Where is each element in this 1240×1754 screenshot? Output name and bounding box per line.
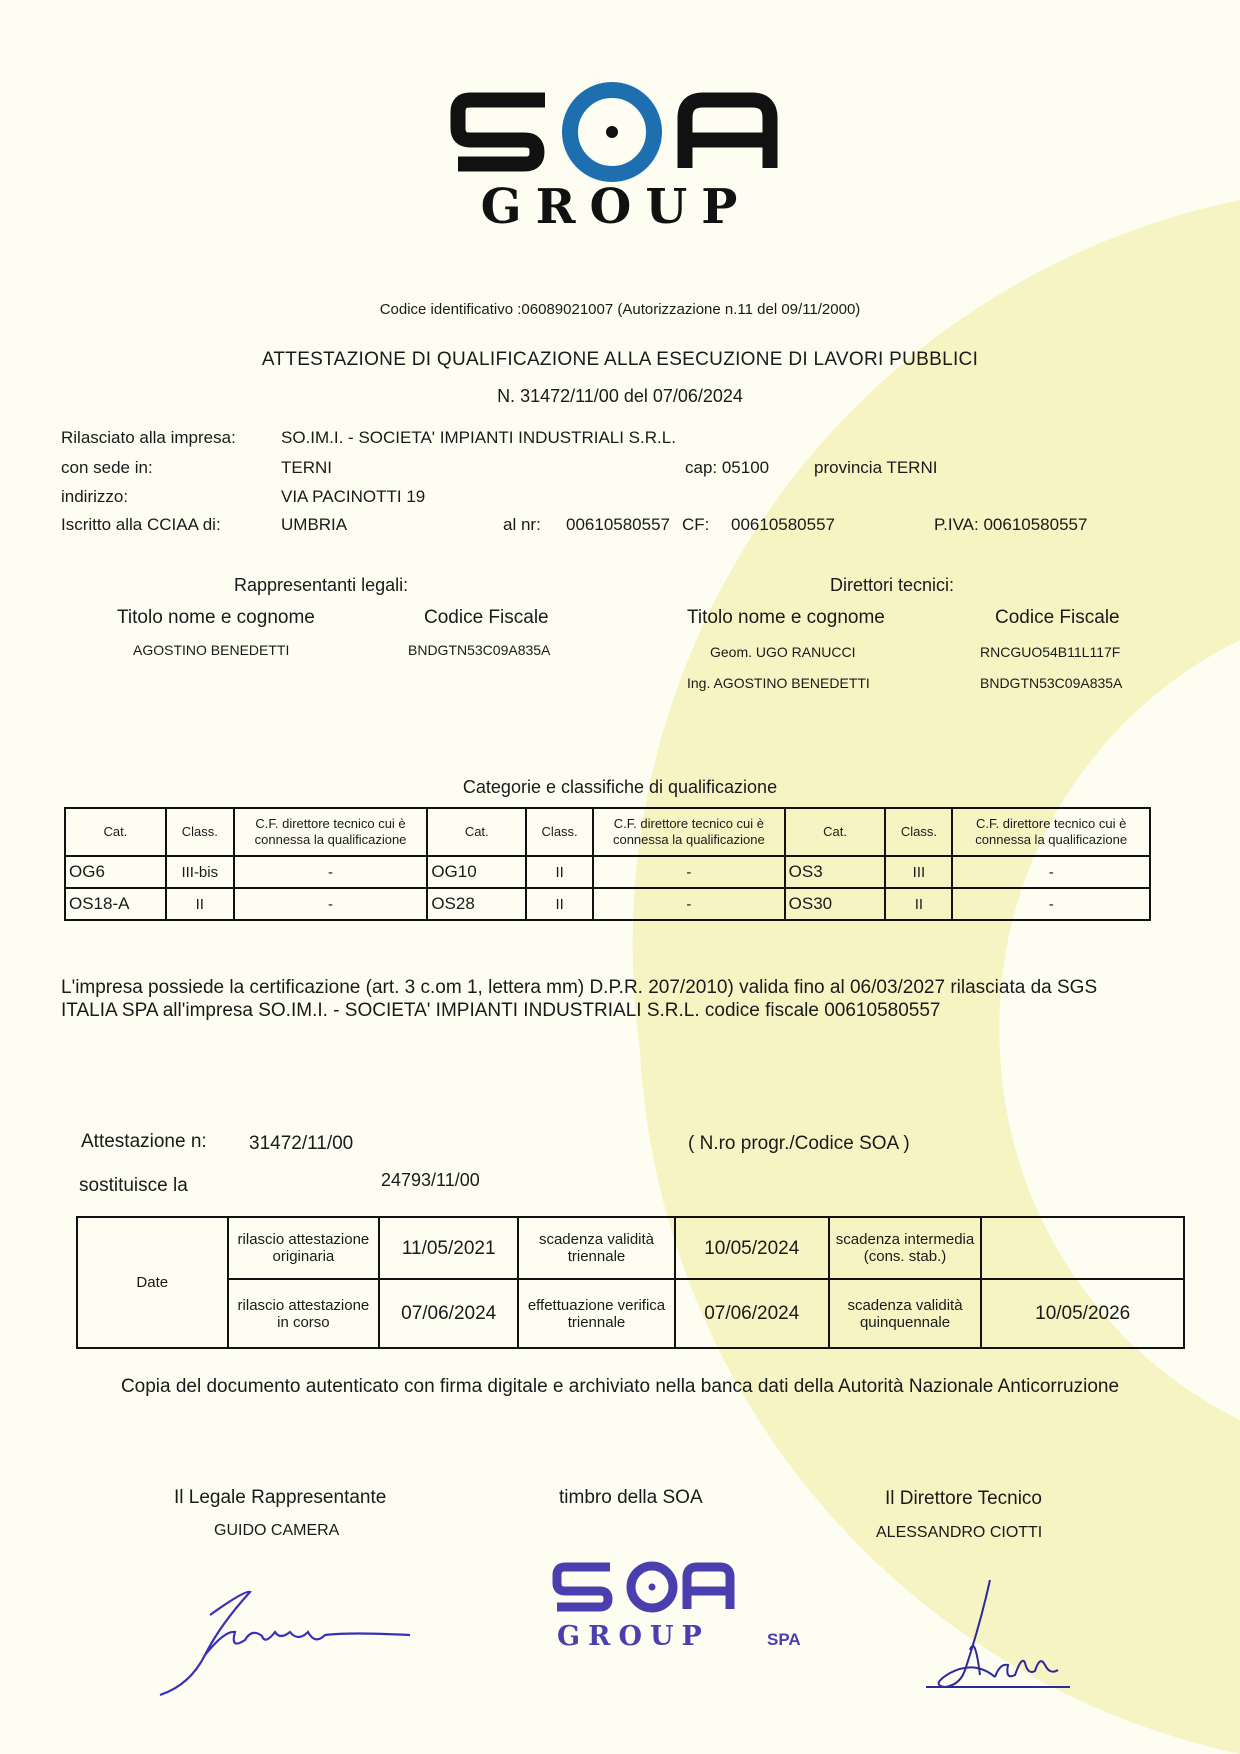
header-class: Class.	[166, 808, 234, 856]
header-cat: Cat.	[65, 808, 166, 856]
legal-reps-heading: Rappresentanti legali:	[234, 575, 409, 595]
legal-rep-title: Il Legale Rappresentante	[174, 1487, 387, 1508]
cat-cell: OS30	[785, 888, 886, 920]
class-cell: II	[166, 888, 234, 920]
alnr-label: al nr:	[503, 515, 541, 534]
sede-value: TERNI	[281, 458, 332, 477]
cat-cell: OS28	[427, 888, 526, 920]
legal-col-cf: Codice Fiscale	[424, 607, 549, 628]
provincia: provincia TERNI	[814, 458, 938, 477]
scadenza-intermedia-label: scadenza intermedia (cons. stab.)	[829, 1217, 982, 1279]
categories-table	[64, 807, 1151, 921]
header-class: Class.	[526, 808, 593, 856]
indirizzo-label: indirizzo:	[61, 487, 129, 506]
tech-directors-heading: Direttori tecnici:	[830, 575, 955, 595]
tech-col-cf: Codice Fiscale	[995, 607, 1120, 628]
table-row	[65, 888, 1150, 920]
cf-cell: -	[593, 856, 785, 888]
header-cf: C.F. direttore tecnico cui è connessa la qualificazione	[234, 808, 428, 856]
tech-col-name: Titolo nome e cognome	[687, 607, 885, 628]
attestazione-value: 31472/11/00	[249, 1133, 354, 1154]
indirizzo-value: VIA PACINOTTI 19	[281, 487, 426, 506]
dates-table	[76, 1216, 1185, 1349]
document-title: ATTESTAZIONE DI QUALIFICAZIONE ALLA ESECUZIONE DI LAVORI PUBBLICI	[261, 349, 979, 370]
legal-rep-name: AGOSTINO BENEDETTI	[133, 642, 290, 658]
stamp-spa-text: SPA	[767, 1630, 801, 1649]
alnr-value: 00610580557	[566, 515, 671, 534]
cat-cell: OS18-A	[65, 888, 166, 920]
ccia-label: Iscritto alla CCIAA di:	[61, 515, 221, 534]
ccia-value: UMBRIA	[281, 515, 348, 534]
sostituisce-label: sostituisce la	[79, 1175, 188, 1196]
cf-cell: -	[234, 888, 428, 920]
cat-cell: OS3	[785, 856, 886, 888]
legal-col-name: Titolo nome e cognome	[117, 607, 315, 628]
table-row	[77, 1217, 1184, 1279]
attestazione-label: Attestazione n:	[81, 1131, 207, 1152]
piva: P.IVA: 00610580557	[934, 515, 1088, 534]
logo-group-text: GROUP	[480, 179, 752, 235]
table-row	[65, 856, 1150, 888]
certification-text-line-2: ITALIA SPA all'impresa SO.IM.I. - SOCIETA' IMPIANTI INDUSTRIALI S.R.L. codice fiscale 00610580557	[61, 1000, 941, 1021]
legal-rep-signer-name: GUIDO CAMERA	[214, 1522, 340, 1539]
tech-director-name: Ing. AGOSTINO BENEDETTI	[687, 675, 870, 691]
tech-director-signer-name: ALESSANDRO CIOTTI	[876, 1524, 1043, 1541]
scadenza-triennale-value: 10/05/2024	[675, 1217, 829, 1279]
dates-label: Date	[77, 1217, 228, 1348]
class-cell: III	[885, 856, 952, 888]
rilascio-corso-value: 07/06/2024	[379, 1279, 518, 1348]
cf-cell: -	[952, 856, 1150, 888]
sede-label: con sede in:	[61, 458, 153, 477]
rilasciato-label: Rilasciato alla impresa:	[61, 428, 236, 447]
cf-cell: -	[952, 888, 1150, 920]
codice-identificativo: Codice identificativo :06089021007 (Autorizzazione n.11 del 09/11/2000)	[379, 301, 861, 318]
legal-rep-signature	[150, 1570, 420, 1700]
legal-rep-cf: BNDGTN53C09A835A	[408, 642, 551, 658]
stamp-title: timbro della SOA	[559, 1487, 703, 1508]
scadenza-intermedia-value	[981, 1217, 1184, 1279]
tech-director-name: Geom. UGO RANUCCI	[710, 644, 856, 660]
header-cat: Cat.	[785, 808, 886, 856]
tech-director-title: Il Direttore Tecnico	[885, 1488, 1042, 1509]
sostituisce-value: 24793/11/00	[381, 1170, 480, 1190]
document-number: N. 31472/11/00 del 07/06/2024	[497, 386, 743, 406]
categories-title: Categorie e classifiche di qualificazione	[462, 777, 778, 797]
cf-cell: -	[593, 888, 785, 920]
class-cell: III-bis	[166, 856, 234, 888]
progr-label: ( N.ro progr./Codice SOA )	[688, 1133, 910, 1154]
rilascio-corso-label: rilascio attestazione in corso	[228, 1279, 380, 1348]
header-class: Class.	[885, 808, 952, 856]
stamp-group-text: GROUP	[557, 1621, 710, 1652]
tech-director-signature	[920, 1575, 1090, 1700]
scadenza-quinquennale-value: 10/05/2026	[981, 1279, 1184, 1348]
verifica-triennale-value: 07/06/2024	[675, 1279, 829, 1348]
cap: cap: 05100	[685, 458, 770, 477]
header-cf: C.F. direttore tecnico cui è connessa la qualificazione	[593, 808, 785, 856]
rilascio-originaria-value: 11/05/2021	[379, 1217, 518, 1279]
scadenza-quinquennale-label: scadenza validità quinquennale	[829, 1279, 982, 1348]
cf-value: 00610580557	[731, 515, 836, 534]
scadenza-triennale-label: scadenza validità triennale	[518, 1217, 675, 1279]
header-cf: C.F. direttore tecnico cui è connessa la qualificazione	[952, 808, 1150, 856]
copia-text: Copia del documento autenticato con firma digitale e archiviato nella banca dati della Autorità Nazionale Anticorruzione	[120, 1376, 1120, 1397]
verifica-triennale-label: effettuazione verifica triennale	[518, 1279, 675, 1348]
cf-cell: -	[234, 856, 428, 888]
soa-stamp	[545, 1555, 815, 1655]
cat-cell: OG10	[427, 856, 526, 888]
company-name: SO.IM.I. - SOCIETA' IMPIANTI INDUSTRIALI S.R.L.	[281, 428, 676, 447]
header-cat: Cat.	[427, 808, 526, 856]
cat-cell: OG6	[65, 856, 166, 888]
class-cell: II	[526, 888, 593, 920]
categories-header-row	[65, 808, 1150, 856]
class-cell: II	[885, 888, 952, 920]
rilascio-originaria-label: rilascio attestazione originaria	[228, 1217, 380, 1279]
cf-label: CF:	[682, 515, 710, 534]
certification-text-line-1: L'impresa possiede la certificazione (art. 3 c.om 1, lettera mm) D.P.R. 207/2010) valida fino al 06/03/2027 rilasciata da SGS	[61, 977, 1098, 998]
tech-director-cf: BNDGTN53C09A835A	[980, 675, 1123, 691]
table-row	[77, 1279, 1184, 1348]
tech-director-cf: RNCGUO54B11L117F	[980, 644, 1121, 660]
class-cell: II	[526, 856, 593, 888]
soa-group-logo	[0, 0, 1240, 240]
